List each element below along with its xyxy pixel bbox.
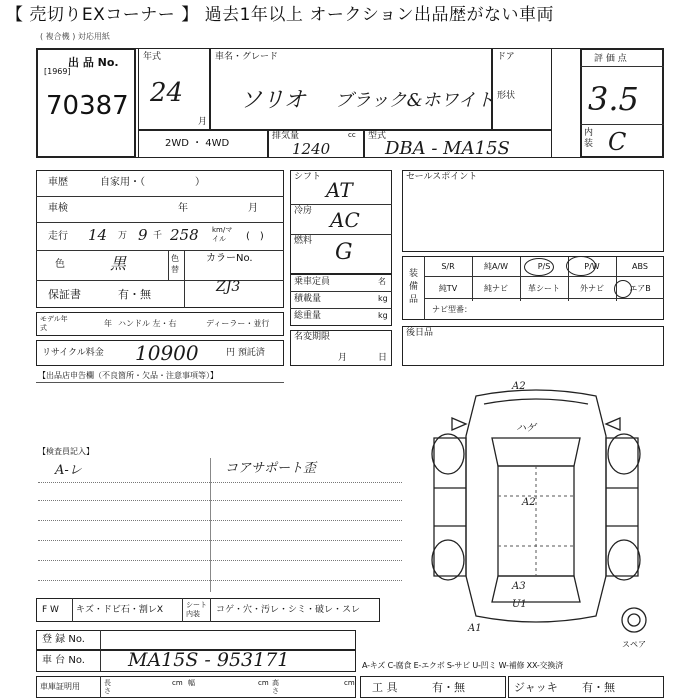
load-unit: kg: [378, 294, 388, 303]
cert-cell-3: cm: [258, 679, 269, 687]
registration-label: 登 録 No.: [42, 634, 85, 645]
equipment-item-r1-0: S/R: [441, 262, 455, 271]
color-change-label: 色替: [171, 254, 179, 274]
equipment-item-r2-1: 純ナビ: [484, 284, 508, 293]
jack-label: ジャッキ: [514, 681, 558, 694]
damage-legend: A-キズ C-腐食 E-エクボ S-サビ U-凹ミ W-補修 XX-交換済: [362, 661, 563, 670]
mileage-unit-man: 万: [118, 231, 128, 241]
cert-cell-4: 高さ: [272, 679, 279, 695]
weight-label: 総重量: [294, 311, 322, 321]
diagram-u1: U1: [512, 599, 527, 610]
diagram-a2-mid: A2: [522, 497, 536, 508]
shape-label: 形状: [497, 91, 516, 101]
load-label: 積載量: [294, 294, 322, 304]
sheet-note: ( 複合機 ) 対応用紙: [40, 32, 110, 41]
model-label: 車名・グレード: [215, 52, 279, 62]
model-grade: ブラック&ホワイト: [335, 90, 495, 111]
weight-unit: kg: [378, 311, 388, 320]
interior-label: 内装: [584, 128, 594, 149]
jack-value: 有・無: [582, 681, 615, 694]
color-value: 黒: [110, 254, 127, 273]
lot-sub: [1969]: [44, 67, 71, 76]
fw-seat-label: シート内装: [186, 601, 207, 618]
history-label: 車歴: [48, 177, 68, 188]
inspector-header: 【検査員記入】: [38, 447, 94, 456]
displacement-label: 排気量: [272, 131, 300, 141]
mileage-paren: ( ): [246, 231, 264, 242]
cert-label: 車庫証明用: [40, 682, 80, 691]
tools-label: 工 具: [372, 681, 398, 694]
year-label: 年式: [143, 52, 162, 62]
fuel-label: 燃料: [294, 236, 313, 246]
recycle-label: リサイクル料金: [42, 348, 104, 358]
navi-label: ナビ型番：: [432, 305, 472, 314]
inspection-month: 月: [248, 203, 258, 214]
diagram-a1: A1: [468, 623, 482, 634]
history-value: 自家用・（ ）: [100, 177, 205, 188]
type-label: 型式: [368, 131, 387, 141]
color-label: 色: [55, 259, 65, 270]
equipment-item-r2-4: エアB: [629, 284, 651, 293]
model-year-year: 年: [104, 319, 112, 328]
report-header: 【出品店申告欄（不良箇所・欠品・注意事項等）】: [38, 371, 218, 380]
ac-value: AC: [330, 208, 360, 232]
mileage-unit-sen: 千: [153, 231, 163, 241]
warranty-value: 有・無: [118, 288, 151, 301]
recycle-unit: 円 預託済: [226, 348, 265, 358]
cert-cell-1: cm: [172, 679, 183, 687]
mileage-unit: km/マイル: [212, 226, 233, 243]
mileage-sen: 9: [138, 226, 148, 244]
color-code-label: カラーNo.: [206, 253, 253, 264]
equipment-label: 装備品: [409, 269, 419, 305]
change-date-label: 名変期限: [294, 332, 331, 342]
airbag-circle: [614, 280, 632, 298]
lot-number: 70387: [46, 91, 129, 121]
cert-cell-2: 幅: [188, 679, 195, 687]
drive-label: 2WD ・ 4WD: [165, 138, 230, 149]
shift-value: AT: [326, 178, 353, 202]
equipment-item-r2-3: 外ナビ: [580, 284, 604, 293]
diagram-note-top: ハゲ: [516, 423, 536, 434]
color-code-value: ZJ3: [216, 279, 241, 295]
equipment-item-r1-2: P/S: [537, 262, 551, 271]
inspector-left: A-レ: [55, 463, 82, 478]
score-label: 評 価 点: [594, 54, 627, 64]
fw-label: F W: [42, 605, 59, 615]
equipment-item-r2-2: 革シート: [528, 284, 560, 293]
lot-label: 出 品 No.: [68, 56, 119, 69]
fuel-value: G: [335, 240, 353, 265]
mileage-label: 走行: [48, 231, 68, 242]
diagram-spare: スペア: [622, 640, 646, 649]
equipment-item-r2-0: 純TV: [438, 284, 458, 293]
model-name: ソリオ: [240, 88, 306, 113]
fw-seat-items: コゲ・穴・汚レ・シミ・破レ・スレ: [216, 605, 361, 615]
pw-circle: [566, 256, 596, 276]
tools-value: 有・無: [432, 681, 465, 694]
equipment-item-r1-1: 純A/W: [483, 262, 509, 271]
equipment-item-r1-4: ABS: [632, 262, 648, 271]
sales-point-label: セールスポイント: [406, 172, 478, 182]
shift-label: シフト: [294, 172, 322, 182]
mileage-man: 14: [88, 226, 108, 244]
ac-label: 冷房: [294, 206, 313, 216]
model-year-dealer: ディーラー・並行: [206, 319, 270, 328]
mileage-rest: 258: [170, 226, 199, 244]
capacity-label: 乗車定員: [294, 277, 331, 287]
inspector-right: コアサポート歪: [225, 461, 317, 476]
ps-circle: [524, 258, 554, 276]
model-year-handle: ハンドル 左・右: [118, 319, 177, 328]
after-note-label: 後日品: [406, 328, 434, 338]
door-label: ドア: [497, 52, 515, 62]
score-value: 3.5: [588, 80, 639, 118]
chassis-value: MA15S - 953171: [128, 649, 290, 671]
equipment-item-r1-3: P/W: [584, 262, 600, 271]
change-date-day: 日: [378, 353, 388, 363]
type-value: DBA - MA15S: [385, 138, 510, 159]
cert-cell-5: cm: [344, 679, 355, 687]
inspection-year: 年: [178, 203, 188, 214]
recycle-value: 10900: [135, 341, 199, 365]
year-value: 24: [150, 78, 184, 108]
inspection-label: 車検: [48, 203, 68, 214]
fw-items: キズ・ドビ石・割レX: [76, 605, 163, 615]
capacity-unit: 名: [378, 277, 386, 286]
chassis-label: 車 台 No.: [42, 655, 85, 666]
displacement-unit: cc: [348, 131, 356, 139]
diagram-a2-top: A2: [512, 381, 526, 392]
page-banner: 【 売切りEXコーナー 】 過去1年以上 オークション出品歴がない車両: [6, 5, 554, 25]
after-note-box: [402, 326, 664, 366]
warranty-label: 保証書: [48, 288, 81, 301]
diagram-a3-bottom: A3: [512, 581, 526, 592]
change-date-month: 月: [338, 353, 348, 363]
year-unit: 月: [198, 117, 208, 127]
sales-point-box: [402, 170, 664, 252]
displacement-value: 1240: [292, 140, 331, 158]
cert-cell-0: 長さ: [104, 679, 111, 695]
interior-value: C: [608, 128, 627, 156]
car-damage-diagram: [408, 376, 664, 644]
model-year-label: モデル年式: [40, 315, 68, 332]
